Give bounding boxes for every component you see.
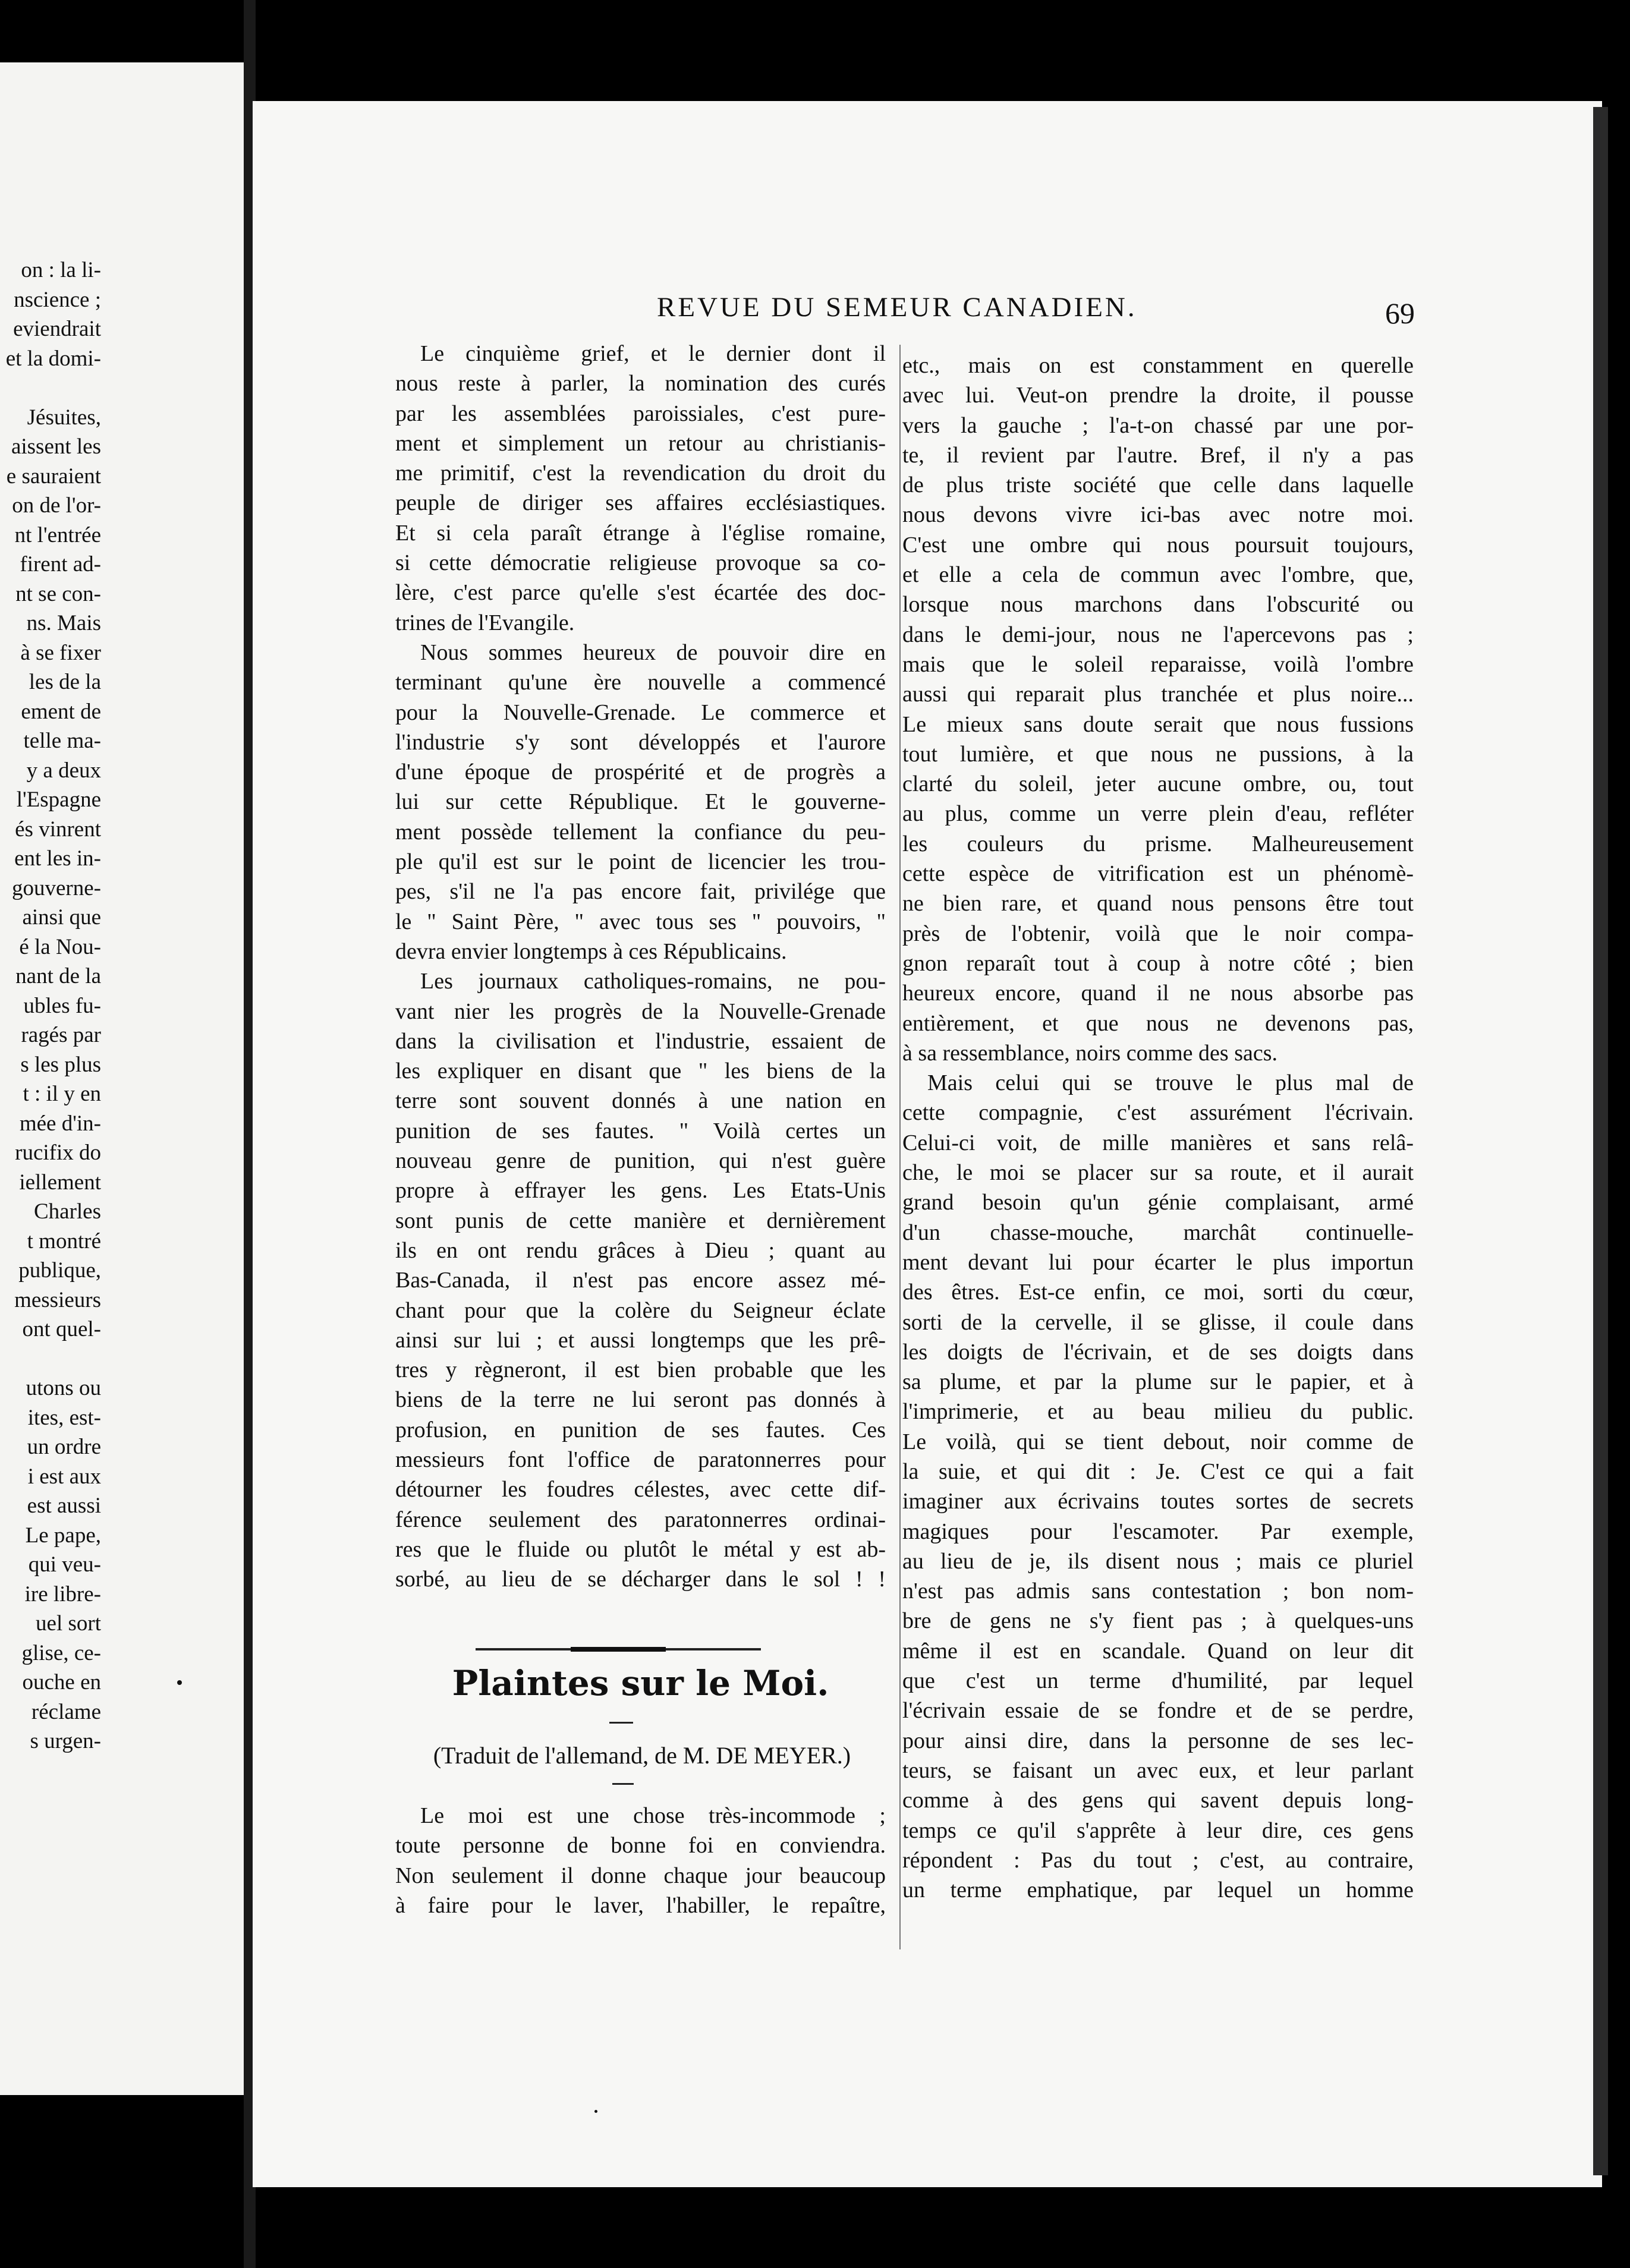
text-line: ment devant lui pour écarter le plus importun	[902, 1249, 1414, 1275]
text-line: tout lumière, et que nous ne pussions, à la	[902, 741, 1414, 767]
left-page-line: et la domi-	[5, 346, 101, 371]
text-line: teurs, se faisant un avec eux, et leur parlant	[902, 1757, 1414, 1783]
left-page-line: mée d'in-	[19, 1111, 101, 1136]
left-page-text	[0, 256, 101, 1756]
column-left	[395, 339, 886, 1594]
running-title: REVUE DU SEMEUR CANADIEN.	[657, 292, 1137, 323]
text-line: trines de l'Evangile.	[395, 610, 575, 635]
text-line: peuple de diriger ses affaires ecclésiastiques.	[395, 490, 886, 516]
byline-dash	[612, 1783, 634, 1785]
text-line: C'est une ombre qui nous poursuit toujours,	[902, 532, 1414, 557]
text-line: ple qu'il est sur le point de licencier les trou-	[395, 849, 886, 875]
left-page-line: un ordre	[27, 1435, 101, 1459]
text-line: sorbé, au lieu de se décharger dans le sol ! !	[395, 1567, 886, 1592]
text-line: l'imprimerie, et au beau milieu du public.	[902, 1399, 1414, 1425]
text-line: Nous sommes heureux de pouvoir dire en	[420, 640, 886, 665]
text-line: temps ce qu'il s'apprête à leur dire, ces gens	[902, 1817, 1414, 1843]
text-line: aussi qui reparait plus tranchée et plus noire...	[902, 682, 1414, 707]
text-line: terminant qu'une ère nouvelle a commencé	[395, 670, 886, 695]
left-page-line: gouverne-	[12, 875, 101, 900]
text-line: la suie, et qui dit : Je. C'est ce qui a fait	[902, 1459, 1414, 1484]
left-page-line: s les plus	[20, 1052, 101, 1077]
text-line: avec lui. Veut-on prendre la droite, il pousse	[902, 383, 1414, 408]
text-line: devra envier longtemps à ces Républicains.	[395, 938, 787, 964]
text-line: etc., mais on est constamment en querelle	[902, 353, 1414, 378]
text-line: à faire pour le laver, l'habiller, le repaître,	[395, 1892, 886, 1918]
left-page-line: messieurs	[14, 1287, 101, 1312]
left-page-line: telle ma-	[23, 729, 101, 753]
text-line: dans la civilisation et l'industrie, essaient de	[395, 1028, 886, 1054]
left-page-line: Charles	[33, 1199, 101, 1224]
text-line: messieurs font l'office de paratonnerres pour	[395, 1447, 886, 1472]
text-line: par les assemblées paroissiales, c'est pure-	[395, 401, 886, 426]
text-line: dans le demi-jour, nous ne l'apercevons pas ;	[902, 622, 1414, 647]
left-page-line: i est aux	[27, 1464, 101, 1489]
left-page-line: uel sort	[36, 1611, 101, 1636]
article-title: Plaintes sur le Moi.	[452, 1663, 829, 1703]
text-line: grand besoin qu'un génie complaisant, armé	[902, 1190, 1414, 1215]
text-line: ne bien rare, et quand nous pensons être tout	[902, 891, 1414, 916]
article-byline: (Traduit de l'allemand, de M. DE MEYER.)	[433, 1742, 851, 1769]
text-line: Et si cela paraît étrange à l'église romaine,	[395, 520, 886, 546]
text-line: heureux encore, quand il ne nous absorbe pas	[902, 981, 1414, 1006]
text-line: l'écrivain essaie de se fondre et de se perdre,	[902, 1698, 1414, 1724]
left-page-line: à se fixer	[20, 640, 101, 665]
text-line: pes, s'il ne l'a pas encore fait, privilége que	[395, 879, 886, 905]
left-page-line: on : la li-	[21, 258, 101, 282]
left-page-line: l'Espagne	[16, 788, 101, 812]
text-line: punition de ses fautes. " Voilà certes un	[395, 1118, 886, 1144]
text-line: détourner les foudres célestes, avec cette dif-	[395, 1477, 886, 1502]
left-page-line: ns. Mais	[26, 611, 101, 635]
print-speck	[594, 2110, 597, 2113]
text-line: le " Saint Père, " avec tous ses " pouvoirs, "	[395, 909, 886, 934]
text-line: les expliquer en disant que " les biens de la	[395, 1059, 886, 1084]
left-page-line: é la Nou-	[19, 934, 101, 959]
text-line: nous devons vivre ici-bas avec notre moi.	[902, 502, 1414, 528]
text-line: pour la Nouvelle-Grenade. Le commerce et	[395, 700, 886, 725]
left-page-line: iellement	[19, 1170, 101, 1195]
left-page-line: rucifix do	[15, 1141, 101, 1165]
text-line: vant nier les progrès de la Nouvelle-Grenade	[395, 998, 886, 1024]
left-page-line: nt se con-	[15, 581, 101, 606]
text-line: Les journaux catholiques-romains, ne pou-	[420, 969, 886, 994]
text-line: des êtres. Est-ce enfin, ce moi, sorti du cœur,	[902, 1280, 1414, 1305]
left-page-line: nant de la	[15, 964, 101, 988]
text-line: ils en ont rendu grâces à Dieu ; quant au	[395, 1237, 886, 1263]
left-page-line: glise, ce-	[21, 1640, 101, 1665]
text-line: répondent : Pas du tout ; c'est, au contraire,	[902, 1847, 1414, 1873]
left-page-line: publique,	[18, 1258, 101, 1283]
text-line: lui sur cette République. Et le gouverne-	[395, 789, 886, 815]
text-line: gnon reparaît tout à coup à notre côté ; bien	[902, 950, 1414, 976]
text-line: pour ainsi dire, dans la personne de ses lec-	[902, 1728, 1414, 1753]
text-line: me primitif, c'est la revendication du droit du	[395, 461, 886, 486]
text-line: clarté du soleil, jeter aucune ombre, ou, tout	[902, 771, 1414, 797]
left-page-line: nscience ;	[14, 287, 101, 312]
left-page-line	[0, 373, 101, 403]
page-edge	[1593, 107, 1608, 2175]
text-line: Mais celui qui se trouve le plus mal de	[927, 1070, 1414, 1096]
text-line: que c'est un terme d'humilité, par lequel	[902, 1668, 1414, 1694]
text-line: si cette démocratie religieuse provoque sa co-	[395, 550, 886, 576]
text-line: Le voilà, qui se tient debout, noir comme de	[902, 1429, 1414, 1454]
left-page-line: ragés par	[21, 1023, 101, 1047]
section-rule	[476, 1648, 761, 1650]
text-line: sorti de la cervelle, il se glisse, il coule dans	[902, 1309, 1414, 1335]
text-line: les couleurs du prisme. Malheureusement	[902, 831, 1414, 856]
text-line: ment possède tellement la confiance du peu-	[395, 819, 886, 845]
left-page-line: Le pape,	[25, 1523, 101, 1548]
text-line: toute personne de bonne foi en conviendra.	[395, 1833, 886, 1858]
text-line: imaginer aux écrivains toutes sortes de secrets	[902, 1489, 1414, 1514]
left-page-line: ement de	[21, 699, 101, 724]
left-page-line: ont quel-	[22, 1317, 101, 1341]
page-number: 69	[1385, 297, 1415, 330]
text-line: nous reste à parler, la nomination des curés	[395, 371, 886, 396]
text-line: près de l'obtenir, voilà que le noir compa-	[902, 921, 1414, 946]
text-line: te, il revient par l'autre. Bref, il n'y a pas	[902, 442, 1414, 468]
text-line: au lieu de je, ils disent nous ; mais ce pluriel	[902, 1548, 1414, 1574]
left-page-line: e sauraient	[6, 464, 101, 489]
text-line: les doigts de l'écrivain, et de ses doigts dans	[902, 1339, 1414, 1365]
text-line: férence seulement des paratonnerres ordinai-	[395, 1507, 886, 1532]
left-page-line	[0, 1344, 101, 1374]
text-line: tres y règneront, il est bien probable que les	[395, 1357, 886, 1383]
text-line: che, le moi se placer sur sa route, et il aurait	[902, 1160, 1414, 1186]
text-line: lorsque nous marchons dans l'obscurité ou	[902, 592, 1414, 618]
text-line: bre de gens ne s'y fient pas ; à quelques-uns	[902, 1608, 1414, 1634]
column-divider	[899, 345, 901, 1949]
print-speck	[177, 1680, 182, 1685]
text-line: entièrement, et que nous ne devenons pas,	[902, 1010, 1414, 1036]
left-page-line: t : il y en	[23, 1082, 101, 1106]
text-line: Bas-Canada, il n'est pas encore assez mé-	[395, 1268, 886, 1293]
text-line: d'une époque de prospérité et de progrès a	[395, 760, 886, 785]
text-line: Le cinquième grief, et le dernier dont il	[420, 341, 886, 366]
text-line: sont punis de cette manière et dernièrement	[395, 1208, 886, 1233]
text-line: profusion, en punition de ses fautes. Ces	[395, 1417, 886, 1442]
text-line: ment et simplement un retour au christianis-	[395, 430, 886, 456]
title-dash	[609, 1722, 633, 1724]
text-line: res que le fluide ou plutôt le métal y est ab-	[395, 1536, 886, 1562]
left-page-line: qui veu-	[28, 1552, 101, 1577]
left-page-line: t montré	[27, 1228, 101, 1253]
left-page-line: ubles fu-	[23, 993, 101, 1018]
text-line: comme à des gens qui savent depuis long-	[902, 1788, 1414, 1813]
left-page-line: y a deux	[26, 758, 101, 783]
text-line: cette espèce de vitrification est un phénomè-	[902, 861, 1414, 887]
left-page-line: és vinrent	[15, 817, 101, 842]
left-page-line: ites, est-	[27, 1405, 101, 1430]
text-line: ainsi sur lui ; et aussi longtemps que les prê-	[395, 1327, 886, 1353]
left-page-line: firent ad-	[20, 552, 101, 577]
text-line: biens de la terre ne lui seront pas donnés à	[395, 1387, 886, 1413]
text-line: Le mieux sans doute serait que nous fussions	[902, 711, 1414, 737]
left-page-line: ire libre-	[24, 1582, 101, 1606]
left-page-line: on de l'or-	[12, 493, 101, 518]
text-line: nouveau genre de punition, qui n'est guère	[395, 1148, 886, 1174]
left-page-line: Jésuites,	[27, 405, 101, 430]
text-line: Celui-ci voit, de mille manières et sans relâ-	[902, 1130, 1414, 1155]
left-page-line: ouche en	[22, 1670, 101, 1694]
text-line: Le moi est une chose très-incommode ;	[420, 1803, 886, 1828]
text-line: au plus, comme un verre plein d'eau, refléter	[902, 801, 1414, 827]
text-line: propre à effrayer les gens. Les Etats-Unis	[395, 1178, 886, 1204]
text-line: de plus triste société que celle dans laquelle	[902, 472, 1414, 498]
text-line: l'industrie s'y sont développés et l'aurore	[395, 729, 886, 755]
text-line: lère, c'est parce qu'elle s'est écartée des doc-	[395, 580, 886, 606]
left-page-line: les de la	[29, 670, 101, 694]
left-page-line: ent les in-	[14, 846, 101, 871]
text-line: mais que le soleil reparaisse, voilà l'ombre	[902, 651, 1414, 677]
text-line: sa plume, et par la plume sur le papier, et à	[902, 1369, 1414, 1395]
left-page-line: nt l'entrée	[14, 522, 101, 547]
text-line: cette compagnie, c'est assurément l'écrivain.	[902, 1100, 1414, 1126]
text-line: un terme emphatique, par lequel un homme	[902, 1878, 1414, 1903]
text-line: n'est pas admis sans contestation ; bon nom-	[902, 1579, 1414, 1604]
text-line: magiques pour l'escamoter. Par exemple,	[902, 1519, 1414, 1544]
article-body	[395, 1801, 886, 1920]
text-line: Non seulement il donne chaque jour beaucoup	[395, 1863, 886, 1888]
text-line: d'un chasse-mouche, marchât continuelle-	[902, 1220, 1414, 1245]
left-page-line: réclame	[31, 1699, 101, 1724]
left-page-line: ainsi que	[22, 905, 101, 930]
left-page-line: aissent les	[11, 434, 101, 459]
text-line: à sa ressemblance, noirs comme des sacs.	[902, 1040, 1278, 1066]
text-line: chant pour que la colère du Seigneur éclate	[395, 1297, 886, 1323]
column-right	[902, 351, 1414, 1905]
text-line: terre sont souvent donnés à une nation en	[395, 1088, 886, 1114]
left-page-line: s urgen-	[30, 1729, 101, 1753]
left-page-line: utons ou	[26, 1376, 101, 1400]
left-page-line: eviendrait	[13, 317, 101, 341]
left-page-line: est aussi	[27, 1494, 101, 1518]
text-line: et elle a cela de commun avec l'ombre, que,	[902, 562, 1414, 588]
text-line: même il est en scandale. Quand on leur dit	[902, 1638, 1414, 1664]
text-line: vers la gauche ; l'a-t-on chassé par une por-	[902, 412, 1414, 438]
